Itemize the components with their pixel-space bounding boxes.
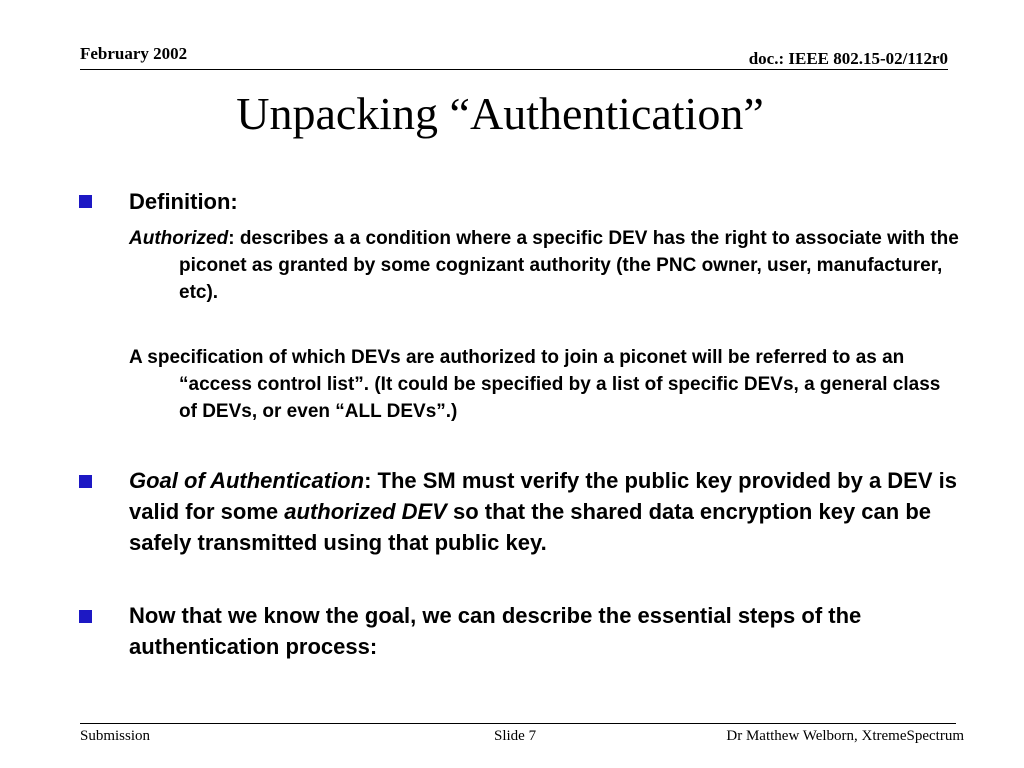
next-steps-paragraph: Now that we know the goal, we can describe the essential steps of the authentication process:	[129, 603, 862, 659]
authorized-definition	[129, 225, 959, 306]
bullet-square-icon	[79, 195, 92, 208]
slide-title: Unpacking “Authentication”	[236, 88, 764, 139]
authorized-term: Authorized	[129, 228, 229, 249]
bullet-square-icon	[79, 475, 92, 488]
goal-text-2: so that the shared data encryption key can be safely transmitted using that public key.	[129, 499, 931, 555]
authorized-text: : describes a a condition where a specific DEV has the right to associate with the piconet as granted by some cognizant authority (the PNC owner, user, manufacturer, etc).	[179, 228, 959, 303]
header-doc-id: doc.: IEEE 802.15-02/112r0	[748, 49, 948, 68]
goal-text-1: : The SM must verify the public key provided by a DEV is valid for some	[129, 468, 957, 524]
header-divider	[80, 69, 948, 70]
footer-submission: Submission	[80, 728, 151, 744]
acl-paragraph: A specification of which DEVs are authorized to join a piconet will be referred to as an “access control list”. (It could be specified by a list of specific DEVs, a general class of DEVs, or even “ALL DEVs”.)	[129, 347, 941, 422]
footer-divider	[80, 723, 956, 724]
bullet-square-icon	[79, 610, 92, 623]
goal-paragraph	[129, 465, 959, 558]
footer-slide-number: Slide 7	[494, 728, 537, 744]
header-date: February 2002	[80, 44, 188, 63]
footer-author: Dr Matthew Welborn, XtremeSpectrum	[726, 728, 964, 744]
goal-term: Goal of Authentication	[129, 468, 365, 493]
goal-term-2: authorized DEV	[284, 499, 447, 524]
definition-heading: Definition:	[129, 189, 238, 214]
